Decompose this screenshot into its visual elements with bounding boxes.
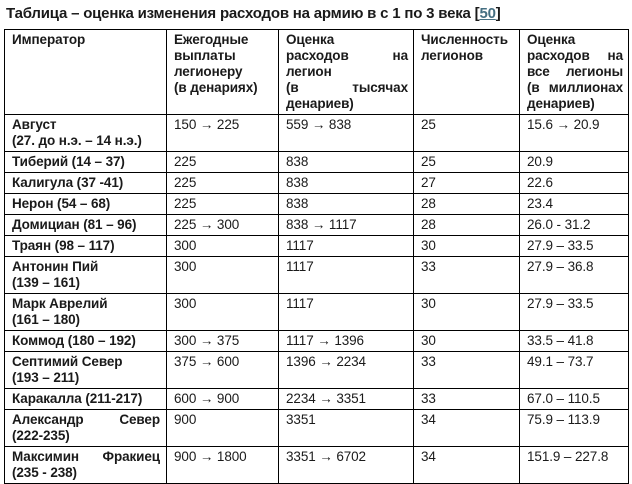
cell-per-legion-cost: 1117 (279, 294, 414, 331)
cell-legion-count: 27 (414, 173, 520, 194)
cell-total-cost: 22.6 (520, 173, 629, 194)
table-row (5, 215, 629, 236)
ref-bracket-close: ] (495, 5, 501, 22)
cell-emperor (5, 215, 167, 236)
table-row (5, 410, 629, 447)
cell-emperor (5, 257, 167, 294)
cell-emperor (5, 236, 167, 257)
cell-legion-count: 33 (414, 257, 520, 294)
cell-annual-pay: 375 → 600 (167, 352, 279, 389)
cell-legion-count: 33 (414, 352, 520, 389)
page-title (0, 0, 632, 22)
cell-annual-pay: 225 (167, 173, 279, 194)
cell-annual-pay: 300 → 375 (167, 331, 279, 352)
header-line: Оценка (286, 32, 335, 47)
column-header-legion-count (414, 30, 520, 115)
cell-total-cost: 26.0 - 31.2 (520, 215, 629, 236)
emperor-name: Траян (98 – 117) (12, 238, 115, 253)
cell-annual-pay: 225 → 300 (167, 215, 279, 236)
cell-legion-count: 30 (414, 294, 520, 331)
header-line: расходов на (286, 48, 408, 63)
cell-total-cost: 23.4 (520, 194, 629, 215)
cell-per-legion-cost: 2234 → 3351 (279, 389, 414, 410)
title-text: Таблица – оценка изменения расходов на армию в с 1 по 3 века (6, 5, 475, 22)
cell-legion-count: 33 (414, 389, 520, 410)
table-row (5, 352, 629, 389)
table-row (5, 173, 629, 194)
header-line: Оценка (527, 32, 576, 47)
table-row (5, 194, 629, 215)
header-line: легион (286, 64, 332, 79)
cell-annual-pay: 900 → 1800 (167, 447, 279, 484)
emperor-name: Коммод (180 – 192) (12, 333, 136, 348)
header-line: (в тысячах (286, 80, 408, 95)
header-line: (в денариях) (174, 80, 258, 95)
cell-emperor (5, 115, 167, 152)
cell-total-cost: 20.9 (520, 152, 629, 173)
ref-bracket-open: [ (474, 5, 480, 22)
table-row (5, 115, 629, 152)
emperor-dates: (139 – 161) (12, 275, 80, 290)
table-row (5, 294, 629, 331)
header-line: денариев) (527, 96, 595, 111)
cell-annual-pay: 900 (167, 410, 279, 447)
emperor-name: Август (12, 117, 57, 132)
cell-per-legion-cost: 838 → 1117 (279, 215, 414, 236)
army-cost-table (4, 29, 629, 484)
cell-legion-count: 28 (414, 194, 520, 215)
cell-emperor (5, 389, 167, 410)
column-header-annual-pay (167, 30, 279, 115)
emperor-dates: (27. до н.э. – 14 н.э.) (12, 133, 142, 148)
cell-emperor (5, 194, 167, 215)
emperor-name: Максимин Фракиец (235 - 238) (12, 449, 160, 480)
emperor-dates: (193 – 211) (12, 370, 80, 385)
cell-annual-pay: 300 (167, 257, 279, 294)
cell-legion-count: 25 (414, 115, 520, 152)
cell-legion-count: 30 (414, 236, 520, 257)
cell-total-cost: 15.6 → 20.9 (520, 115, 629, 152)
table-row (5, 236, 629, 257)
table-body (5, 115, 629, 484)
table-row (5, 331, 629, 352)
header-line: Император (12, 32, 86, 47)
cell-emperor (5, 294, 167, 331)
reference-link-50[interactable]: 50 (479, 5, 496, 22)
cell-per-legion-cost: 1117 → 1396 (279, 331, 414, 352)
cell-annual-pay: 150 → 225 (167, 115, 279, 152)
header-line: все легионы (527, 64, 623, 79)
cell-per-legion-cost: 838 (279, 194, 414, 215)
cell-total-cost: 27.9 – 33.5 (520, 294, 629, 331)
table-row (5, 389, 629, 410)
cell-emperor (5, 331, 167, 352)
cell-legion-count: 28 (414, 215, 520, 236)
table-row (5, 257, 629, 294)
emperor-name: Александр Север (222-235) (12, 412, 160, 443)
table-row (5, 152, 629, 173)
cell-annual-pay: 225 (167, 194, 279, 215)
cell-per-legion-cost: 3351 → 6702 (279, 447, 414, 484)
cell-per-legion-cost: 1117 (279, 257, 414, 294)
header-line: (в миллионах (527, 80, 623, 95)
table-header (5, 30, 629, 115)
emperor-name: Септимий Север (12, 354, 123, 369)
emperor-name: Нерон (54 – 68) (12, 196, 111, 211)
emperor-name: Калигула (37 -41) (12, 175, 124, 190)
cell-annual-pay: 600 → 900 (167, 389, 279, 410)
cell-total-cost: 33.5 – 41.8 (520, 331, 629, 352)
emperor-name: Каракалла (211-217) (12, 391, 143, 406)
cell-legion-count: 25 (414, 152, 520, 173)
cell-total-cost: 151.9 – 227.8 (520, 447, 629, 484)
header-line: выплаты (174, 48, 236, 63)
cell-total-cost: 67.0 – 110.5 (520, 389, 629, 410)
emperor-name: Антонин Пий (12, 259, 99, 274)
column-header-total-cost (520, 30, 629, 115)
cell-per-legion-cost: 559 → 838 (279, 115, 414, 152)
cell-annual-pay: 225 (167, 152, 279, 173)
cell-total-cost: 27.9 – 33.5 (520, 236, 629, 257)
emperor-name: Марк Аврелий (12, 296, 108, 311)
emperor-name: Домициан (81 – 96) (12, 217, 137, 232)
cell-total-cost: 27.9 – 36.8 (520, 257, 629, 294)
header-line: Ежегодные (174, 32, 249, 47)
cell-emperor (5, 410, 167, 447)
cell-per-legion-cost: 1117 (279, 236, 414, 257)
column-header-per-legion-cost (279, 30, 414, 115)
emperor-dates: (161 – 180) (12, 312, 80, 327)
cell-emperor (5, 152, 167, 173)
cell-legion-count: 34 (414, 410, 520, 447)
cell-annual-pay: 300 (167, 236, 279, 257)
header-line: денариев) (286, 96, 354, 111)
column-header-emperor (5, 30, 167, 115)
header-line: легионеру (174, 64, 243, 79)
header-row (5, 30, 629, 115)
cell-legion-count: 30 (414, 331, 520, 352)
cell-emperor (5, 447, 167, 484)
cell-emperor (5, 352, 167, 389)
header-line: Численность (421, 32, 508, 47)
header-line: легионов (421, 48, 483, 63)
header-line: расходов на (527, 48, 623, 63)
cell-emperor (5, 173, 167, 194)
emperor-name: Тиберий (14 – 37) (12, 154, 125, 169)
cell-per-legion-cost: 1396 → 2234 (279, 352, 414, 389)
cell-per-legion-cost: 3351 (279, 410, 414, 447)
table-row (5, 447, 629, 484)
cell-annual-pay: 300 (167, 294, 279, 331)
cell-total-cost: 49.1 – 73.7 (520, 352, 629, 389)
cell-total-cost: 75.9 – 113.9 (520, 410, 629, 447)
cell-legion-count: 34 (414, 447, 520, 484)
cell-per-legion-cost: 838 (279, 152, 414, 173)
cell-per-legion-cost: 838 (279, 173, 414, 194)
